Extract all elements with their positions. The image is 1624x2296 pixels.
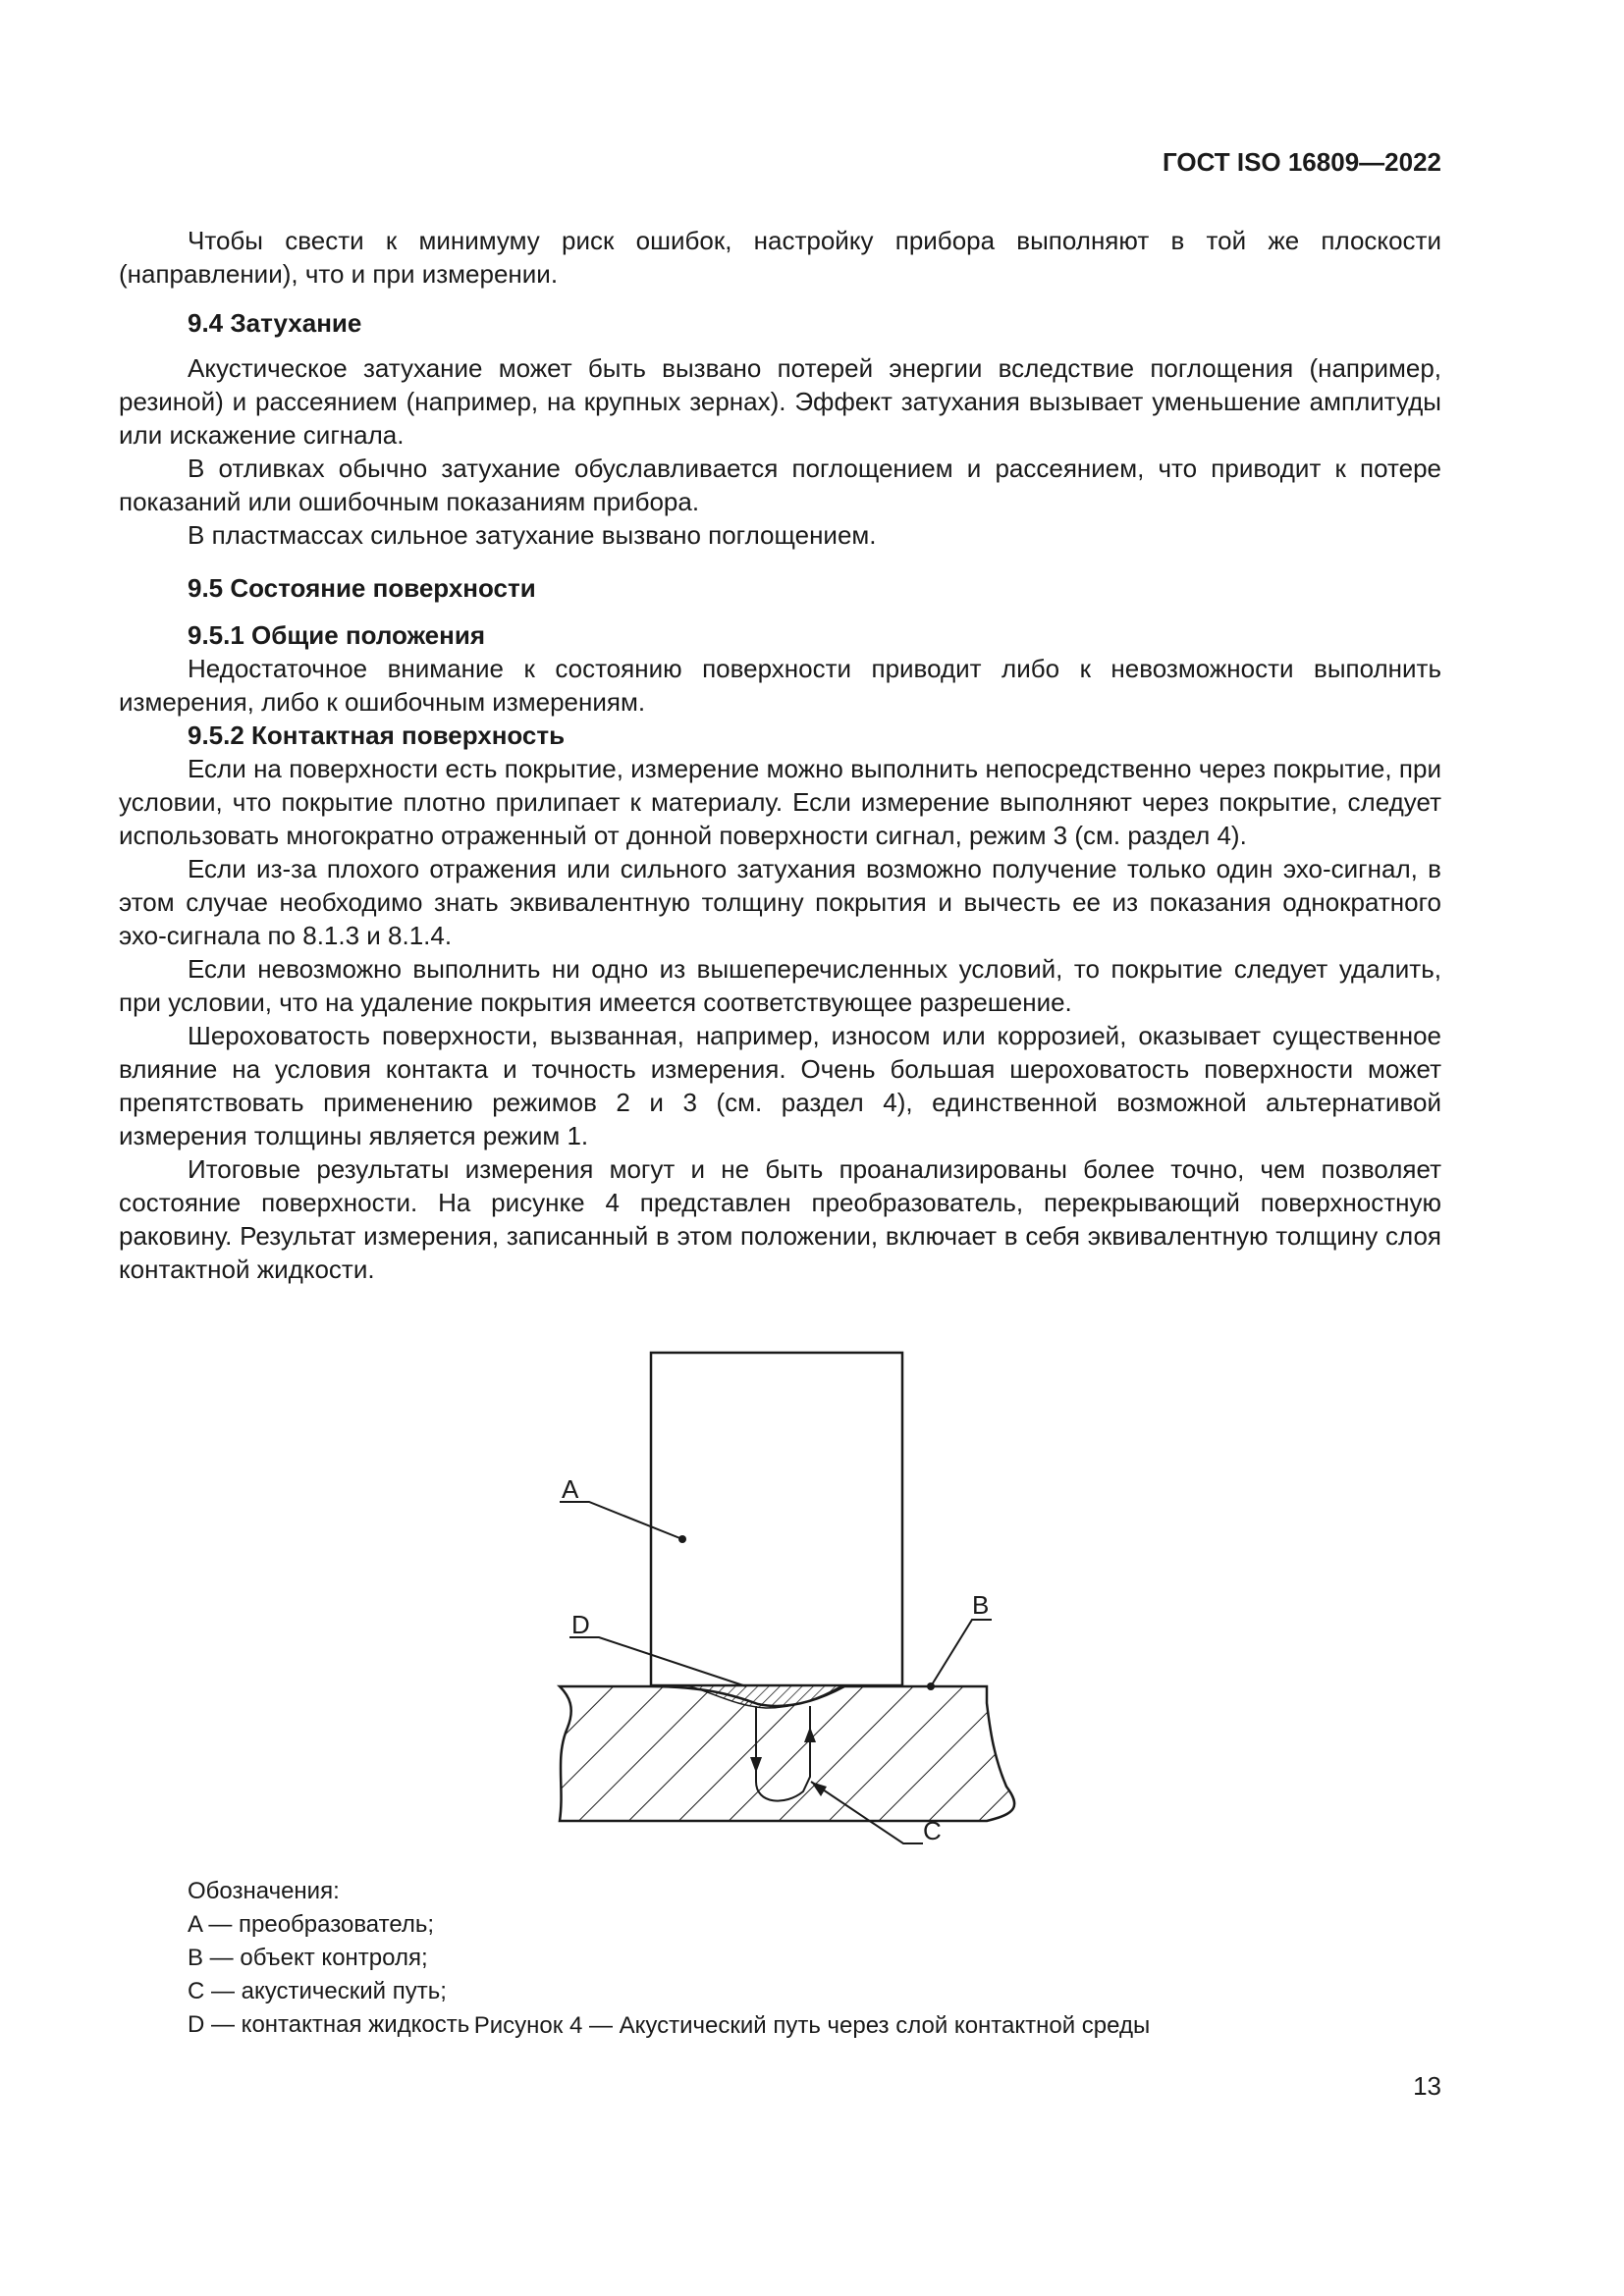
paragraph-contact-1: Если на поверхности есть покрытие, измерение можно выполнить непосредственно через покрытие, при условии, что покрытие плотно прилипает к материалу. Если измерение выполняют через покрытие, следует использовать многократно отраженный от донной поверхности сигнал, режим 3 (см. раздел 4). (119, 754, 1441, 850)
heading-9-4: 9.4 Затухание (188, 308, 362, 338)
legend-item-a: A — преобразователь; (188, 1911, 435, 1938)
paragraph-contact-4: Шероховатость поверхности, вызванная, например, износом или коррозией, оказывает существенное влияние на условия контакта и точность измерения. Очень большая шероховатость поверхности может препятствовать применению режимов 2 и 3 (см. раздел 4), единственной возможной альтернативой измерения толщины является режим 1. (119, 1021, 1441, 1150)
paragraph-calibration: Чтобы свести к минимуму риск ошибок, настройку прибора выполняют в той же плоскости (направлении), что и при измерении. (119, 226, 1441, 289)
transducer (651, 1353, 902, 1685)
page-number: 13 (1413, 2071, 1441, 2101)
label-b: B (972, 1590, 990, 1620)
paragraph-contact-5: Итоговые результаты измерения могут и не быть проанализированы более точно, чем позволяет состояние поверхности. На рисунке 4 представлен преобразователь, перекрывающий поверхностную раковину. Результат измерения, записанный в этом положении, включает в себя эквивалентную толщину слоя контактной жидкости. (119, 1154, 1441, 1284)
paragraph-attenuation-3: В пластмассах сильное затухание вызвано поглощением. (188, 520, 877, 550)
paragraph-contact-3: Если невозможно выполнить ни одно из вышеперечисленных условий, то покрытие следует удалить, при условии, что на удаление покрытия имеется соответствующее разрешение. (119, 954, 1441, 1017)
label-c: C (923, 1816, 942, 1845)
label-a: A (562, 1474, 579, 1504)
heading-9-5-1: 9.5.1 Общие положения (188, 620, 485, 650)
leader-b (931, 1620, 992, 1686)
legend-title: Обозначения: (188, 1878, 340, 1904)
document-header: ГОСТ ISO 16809—2022 (1162, 147, 1441, 177)
paragraph-surface-general: Недостаточное внимание к состоянию поверхности приводит либо к невозможности выполнить измерения, либо к ошибочным измерениям. (119, 654, 1441, 717)
paragraph-attenuation-1: Акустическое затухание может быть вызвано потерей энергии вследствие поглощения (например, резиной) и рассеянием (например, на крупных зернах). Эффект затухания вызывает уменьшение амплитуды или искажение сигнала. (119, 353, 1441, 450)
paragraph-contact-2: Если из-за плохого отражения или сильного затухания возможно получение только один эхо-сигнал, в этом случае необходимо знать эквивалентную толщину покрытия и вычесть ее из показания однократного эхо-сигнала по 8.1.3 и 8.1.4. (119, 854, 1441, 950)
paragraph-attenuation-2: В отливках обычно затухание обуславливается поглощением и рассеянием, что приводит к потере показаний или ошибочным показаниям прибора. (119, 454, 1441, 516)
label-d: D (571, 1610, 590, 1639)
heading-9-5: 9.5 Состояние поверхности (188, 573, 536, 603)
heading-9-5-2: 9.5.2 Контактная поверхность (188, 721, 566, 750)
legend-item-c: C — акустический путь; (188, 1978, 447, 2004)
legend-item-d: D — контактная жидкость (188, 2011, 470, 2038)
leader-b-dot (927, 1682, 935, 1690)
legend-item-b: B — объект контроля; (188, 1945, 428, 1971)
figure-caption: Рисунок 4 — Акустический путь через слой контактной среды (473, 2012, 1151, 2039)
